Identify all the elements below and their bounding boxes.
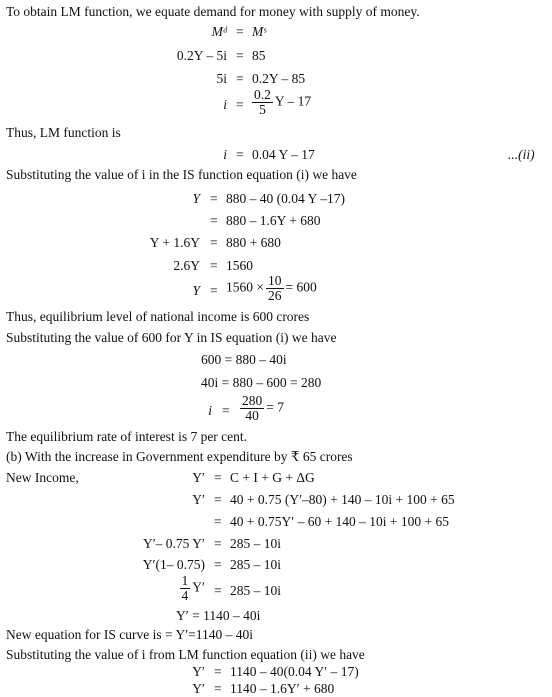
equation-rhs: 0.2Y – 85 [252,71,306,86]
equals-sign: = [214,664,222,679]
equals-sign: = [214,557,222,572]
equals-sign: = [236,147,244,162]
equation-lhs: Y′(1– 0.75) [142,557,205,572]
equation-rhs: 880 – 1.6Y + 680 [226,213,321,228]
equation-lhs: 2.6Y [173,258,200,273]
equals-sign: = [214,681,222,696]
equation-lhs: Y′ [192,664,205,679]
equals-sign: = [214,514,222,529]
equation-rhs: 40 + 0.75 (Y′–80) + 140 – 10i + 100 + 65 [230,492,455,507]
equation: 600 = 880 – 40i [201,352,287,367]
equation-rhs: 880 – 40 (0.04 Y –17) [226,191,345,206]
equation-rhs: 40 + 0.75Y′ – 60 + 140 – 10i + 100 + 65 [230,514,450,529]
equation-lhs: Y [192,283,200,298]
equation-tag: ...(ii) [508,147,535,162]
equation-rhs: 1140 – 1.6Y′ + 680 [230,681,335,696]
equals-sign: = [214,492,222,507]
equation-lhs: i [223,147,227,162]
equation: 40i = 880 – 600 = 280 [201,375,322,390]
equals-sign: = [236,48,244,63]
equation-lhs: Y′ [192,470,205,485]
text-line: New Income, [6,470,79,485]
equation-rhs: 880 + 680 [226,235,281,250]
equation-lhs: $\frac{1}{4}$ Y′ [181,573,205,603]
equation-rhs: 1140 – 40(0.04 Y′ – 17) [230,664,359,679]
equals-sign: = [236,71,244,86]
equation-rhs: C + I + G + ΔG [230,470,315,485]
fraction: $\frac{280}{40}$ [242,393,263,423]
equation-lhs: Y′– 0.75 Y′ [142,536,205,551]
equation-lhs: i [208,403,212,418]
equation-rhs: 85 [252,48,266,63]
equation-rhs: $\frac{0.2}{5}$ Y – 17 [254,87,312,117]
fraction: $\frac{10}{26}$ [268,273,282,303]
text-line: Substituting the value of i from LM function equation (ii) we have [6,647,365,662]
equals-sign: = [236,97,244,112]
equation-lhs: i [223,97,227,112]
equals-sign: = [214,536,222,551]
text-line: Thus, equilibrium level of national income is 600 crores [6,309,310,324]
equals-sign: = [222,403,230,418]
equals-sign: = [210,213,218,228]
text-line: The equilibrium rate of interest is 7 per cent. [6,429,248,444]
equation-lhs: 0.2Y – 5i [176,48,227,63]
equation-lhs: Y′ [192,681,205,696]
equation-rhs: 1560 × $\frac{10}{26}$ = 600 [226,273,317,303]
equation-rhs: Mˢ [252,24,267,39]
equation-rhs: 285 – 10i [230,557,282,572]
equals-sign: = [210,258,218,273]
fraction: $\frac{0.2}{5}$ [254,87,271,117]
equals-sign: = [214,470,222,485]
text-line: (b) With the increase in Government expenditure by ₹ 65 crores [6,449,353,464]
text-line: To obtain LM function, we equate demand for money with supply of money. [6,4,420,19]
text-line: New equation for IS curve is = Y′=1140 – 40i [6,627,254,642]
equation-lhs: Mᵈ [211,24,227,39]
equation-rhs: 285 – 10i [230,536,282,551]
equals-sign: = [214,583,222,598]
equals-sign: = [210,191,218,206]
text-line: Substituting the value of i in the IS function equation (i) we have [6,167,357,182]
text-line: Substituting the value of 600 for Y in IS equation (i) we have [6,330,337,345]
text-line: Thus, LM function is [6,125,121,140]
equation-rhs: 285 – 10i [230,583,282,598]
equals-sign: = [210,283,218,298]
equation-rhs: 1560 [226,258,253,273]
equation-lhs: Y + 1.6Y [149,235,200,250]
fraction: $\frac{1}{4}$ [181,573,189,603]
equation-lhs: Y [192,191,200,206]
equation-lhs: 5i [216,71,227,86]
equation-rhs: 0.04 Y – 17 [252,147,315,162]
equals-sign: = [210,235,218,250]
equals-sign: = [236,24,244,39]
equation-lhs: Y′ [192,492,205,507]
equation-rhs: $\frac{280}{40}$ = 7 [242,393,284,423]
equation: Y′ = 1140 – 40i [176,608,261,623]
